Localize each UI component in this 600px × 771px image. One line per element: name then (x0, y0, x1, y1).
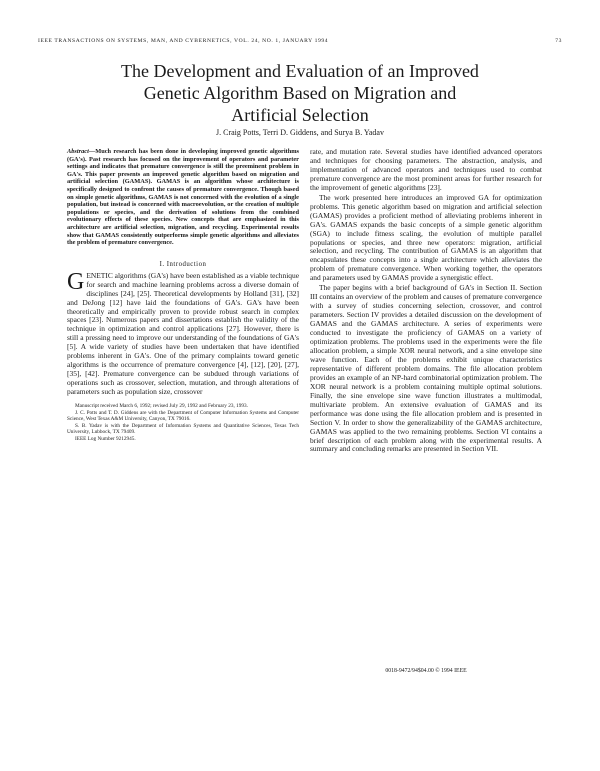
section-heading-introduction: I. Introduction (159, 260, 207, 268)
page-number: 73 (555, 38, 562, 44)
footnote: S. B. Yadav is with the Department of Information Systems and Quantitative Sciences, Texas Tech University, Lubbock, TX 79409. (67, 422, 299, 436)
running-head (38, 38, 562, 44)
title-line: Genetic Algorithm Based on Migration and (143, 83, 457, 103)
body-paragraph: The work presented here introduces an improved GA for optimization problems. This genetic algorithm based on migration and artificial selection (GAMAS) provides a proficient method of alleviating problems inherent in GA's. GAMAS expands the basic concepts of a simple genetic algorithm (SGA) to include fitness scaling, the evolution of multiple parallel populations or species, and three new operators: migration, artificial selection, and recycling. The contribution of GAMAS is an algorithm that encapsulates these concepts into a single architecture which alleviates the problem of premature convergence. When working together, the operators and parameters used by GAMAS provide a synergistic effect. (310, 192, 542, 283)
author-list: J. Craig Potts, Terri D. Giddens, and Surya B. Yadav (216, 128, 384, 137)
drop-cap: G (67, 268, 85, 295)
body-paragraph: rate, and mutation rate. Several studies have identified advanced operators and techniques for choosing parameters. The abstraction, analysis, and implementation of advanced operators and techniques used to combat premature convergence are the most prominent areas for further research for the improvement of genetic algorithms [23]. (310, 147, 542, 192)
footnote: J. C. Potts and T. D. Giddens are with the Department of Computer Information Systems and Computer Science, West Texas A&M University, Canyon, TX 79016. (67, 409, 299, 423)
title-line: The Development and Evaluation of an Improved (121, 61, 479, 81)
footnotes (67, 403, 299, 442)
right-column (310, 148, 542, 454)
left-column (67, 148, 299, 443)
abstract-text: —Much research has been done in developing improved genetic algorithms (GA's). Past research has focused on the improvement of operators and parameter settings and indicates that premature convergence is still the preeminent problem in GA's. This paper presents an improved genetic algorithm based on migration and artificial selection (GAMAS). GAMAS is an algorithm whose architecture is specifically designed to confront the causes of premature convergence. Though based on simple genetic algorithms, GAMAS is not concerned with the evolution of a single population, but instead is concerned with macroevolution, or the creation of multiple populations or species, and the derivation of solutions from the combined evolutionary effects of these species. New concepts that are emphasized in this architecture are artificial selection, migration, and recycling. Experimental results show that GAMAS consistently outperforms simple genetic algorithms and alleviates the problem of premature convergence. (67, 148, 299, 247)
intro-paragraph (67, 268, 299, 397)
journal-header: IEEE TRANSACTIONS ON SYSTEMS, MAN, AND CYBERNETICS, VOL. 24, NO. 1, JANUARY 1994 (38, 38, 329, 44)
copyright-notice: 0018-9472/94$04.00 © 1994 IEEE (385, 668, 467, 674)
abstract (67, 148, 299, 247)
intro-paragraph-text: ENETIC algorithms (GA's) have been established as a viable technique for search and machine learning problems across a diverse domain of disciplines [24], [25]. Theoretical developments by Holland [31], [32] and DeJong [12] have laid the foundations of GA's. GA's have been theoretically and empirically proven to provide robust search in complex spaces [23]. Numerous papers and dissertations establish the validity of the technique in optimization and control applications [27]. However, there is still a pressing need to improve our understanding of the foundations of GA's [5]. A wide variety of studies have been undertaken that have identified problems inherent in GA's. One of the primary complaints toward genetic algorithms is the occurrence of premature convergence [4], [12], [20], [27], [35], [42]. Premature convergence can be subdued through variations of operations such as crossover, selection, mutation, and through alterations of parameters such as population size, crossover (67, 270, 299, 397)
body-paragraph: The paper begins with a brief background of GA's in Section II. Section III contains an overview of the problem and causes of premature convergence with a survey of studies concerning selection, crossover, and control parameters. Section IV provides a detailed discussion on the development of GAMAS and the GAMAS architecture. A series of experiments were conducted to investigate the proficiency of GAMAS on a variety of optimization problems. The problems used in the experiments were the file allocation problem, a simple XOR neural network, and a sine envelope sine wave function. Each of the problems exhibit unique characteristics representative of different problem domains. The file allocation problem provides an example of an NP-hard combinatorial optimization problem. The XOR neural network is a problem containing multiple optimal solutions. Finally, the sine envelope sine wave function illustrates a multimodal, multivariate problem. An extensive evaluation of GAMAS and its performance was done using the file allocation problem and is presented in Section V. In order to show the generalizability of the GAMAS architecture, GAMAS was applied to the two remaining problems. Section VI contains a brief description of each problem along with the experimental results. A summary and concluding remarks are presented in Section VII. (310, 283, 542, 454)
footnote: Manuscript received March 6, 1992; revised July 29, 1992 and February 23, 1993. (75, 403, 248, 410)
title-line: Artificial Selection (231, 105, 369, 125)
abstract-label: Abstract (67, 148, 89, 155)
footnote: IEEE Log Number 9212945. (75, 435, 136, 442)
paper-title (40, 60, 560, 126)
